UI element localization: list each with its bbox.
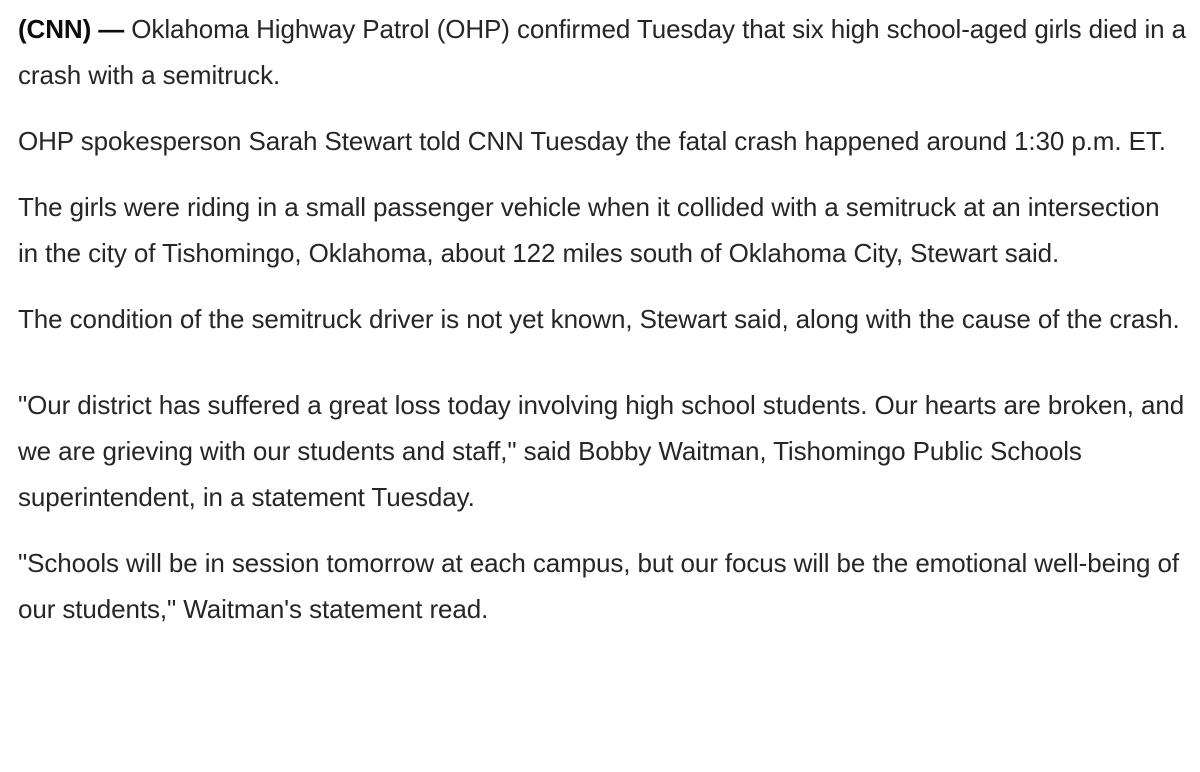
article-paragraph-quote: "Schools will be in session tomorrow at each campus, but our focus will be the emotional well-being of our students," Waitman's statement read. <box>18 548 1179 624</box>
article-paragraph: OHP spokesperson Sarah Stewart told CNN Tuesday the fatal crash happened around 1:30 p.m. ET. <box>18 126 1166 156</box>
article-paragraph: The condition of the semitruck driver is not yet known, Stewart said, along with the cause of the crash. <box>18 304 1180 334</box>
dateline: (CNN) — <box>18 14 125 44</box>
article-paragraph-lead <box>18 6 1186 98</box>
paragraph-text: Oklahoma Highway Patrol (OHP) confirmed Tuesday that six high school-aged girls died in a crash with a semitruck. <box>18 14 1187 90</box>
article-paragraph: The girls were riding in a small passenger vehicle when it collided with a semitruck at an intersection in the city of Tishomingo, Oklahoma, about 122 miles south of Oklahoma City, Stewart said. <box>18 192 1160 268</box>
article-paragraph-quote: "Our district has suffered a great loss today involving high school students. Our hearts are broken, and we are grieving with our students and staff," said Bobby Waitman, Tishomingo Public Schools superintendent, in a statement Tuesday. <box>18 390 1185 512</box>
